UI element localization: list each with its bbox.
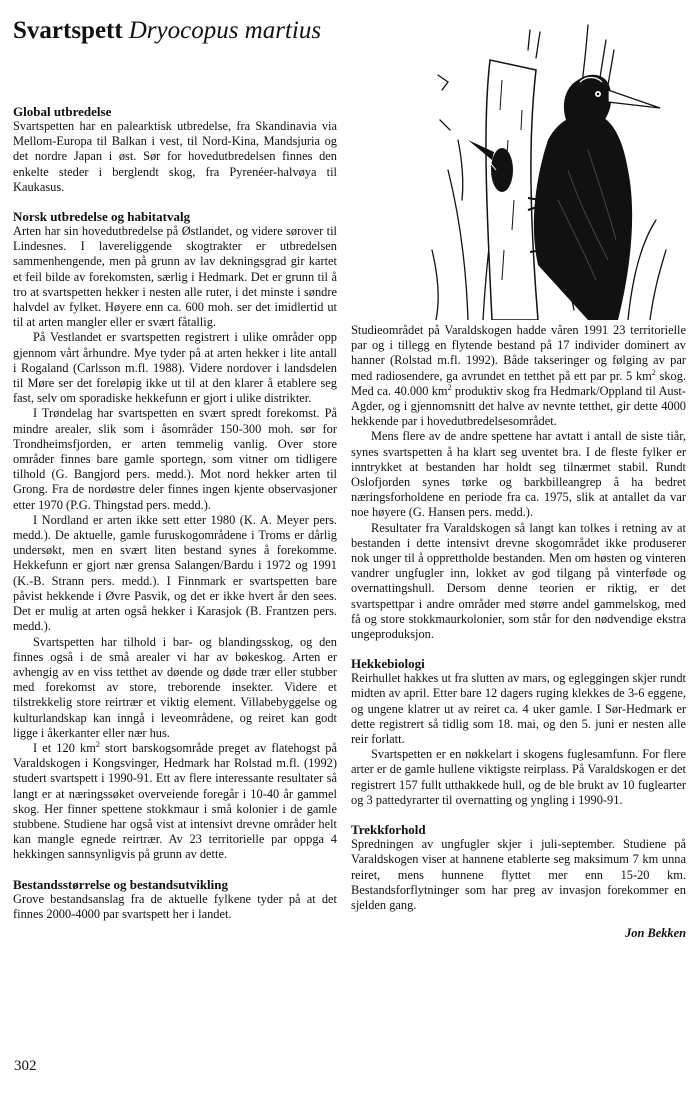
text-column-left bbox=[13, 104, 337, 922]
text-column-right bbox=[351, 323, 686, 941]
author-signature: Jon Bekken bbox=[625, 926, 686, 941]
paragraph-norsk-6: I et 120 $km^2$ stort barskogsområde preget av flatehogst på Varaldskogen i Kongsvinger, Hedmark har Rolstad m.fl. (1992) studert svartspett i 1990-91. Ett av flere interessante resultater så langt er at næringssøket overveiende foregår i 10-40 år gammel skog. Her finner spettene stokkmaur i små kolonier i de gamle stubbene. Studiene har også vist at intensivt drevne områder helt kan mangle egnede reirtrær. Av 23 territorielle par oppga 4 hekkingen sannsynligvis på grunn av dette. bbox=[13, 739, 337, 862]
heading-norsk-utbredelse: Norsk utbredelse og habitatvalg bbox=[13, 209, 191, 225]
paragraph-hekke-1: Reirhullet hakkes ut fra slutten av mars, og egleggingen skjer rundt midten av april. Etter bare 12 dagers ruging klekkes de 3-6 eggene, og ungene klatrer ut av reiret ca. 4 uker gamle. I Sør-Hedmark er dette registrert så tidlig som 18. mai, og den 5. juni er nesten alle reir forlatt. bbox=[351, 671, 686, 747]
paragraph-norsk-4: I Nordland er arten ikke sett etter 1980 (K. A. Meyer pers. medd.). De aktuelle, gamle furuskogområdene i Troms er dårlig undersøkt, men en svært liten bestand synes å forekomme. Hekkefunn er gjort nær grensa Salangen/Bardu i 1972 og 1991 (K.-B. Strann pers. medd.). I Finnmark er svartspetten bare påvist hekkende i Øvre Pasvik, og det er ikke hvert år den sees. Det er mulig at arten også hekker i Karasjok (B. Frantzen pers. medd.). bbox=[13, 512, 337, 634]
heading-hekkebiologi: Hekkebiologi bbox=[351, 656, 425, 672]
paragraph-bestand-1: Grove bestandsanslag fra de aktuelle fylkene tyder på at det finnes 2000-4000 par svartspett her i landet. bbox=[13, 891, 337, 921]
heading-bestand: Bestandsstørrelse og bestandsutvikling bbox=[13, 876, 229, 892]
heading-global-utbredelse: Global utbredelse bbox=[13, 104, 112, 119]
paragraph-norsk-2: På Vestlandet er svartspetten registrert i ulike områder opp gjennom vårt århundre. Mye tyder på at arten hekker i lite antall i Rogaland (Carlsson m.fl. 1988). Videre nordover i landsdelen til Møre ser det foreløpig ikke ut til at den klarer å etablere seg fast, selv om sporadiske hekkefunn er gjort i ulike distrikter. bbox=[13, 330, 337, 406]
page-title bbox=[13, 18, 321, 43]
species-latin-name: Dryocopus martius bbox=[128, 17, 322, 44]
black-woodpecker-illustration bbox=[428, 20, 668, 320]
heading-trekkforhold: Trekkforhold bbox=[351, 822, 426, 838]
paragraph-bestand-3: Mens flere av de andre spettene har avtatt i antall de siste tiår, synes svartspetten å ha klart seg uventet bra. I de fleste fylker er inntrykket at bestanden har holdt seg tilnærmet stabil. Rundt Oslofjorden synes tørke og barkbilleangrep å ha bedret næringsforholdene en periode fra ca. 1975, slik at antallet da var noe høyere (G. Hansen pers. medd.). bbox=[351, 429, 686, 520]
paragraph-norsk-3: I Trøndelag har svartspetten en svært spredt forekomst. På mindre arealer, slik som i åsområder 150-300 moh. sør for Trondheimsfjorden, er arten temmelig vanlig. Over store områder finnes bare gamle sportegn, som vitner om tidligere tilhold (G. Bangjord pers. medd.). Mot nord hekker arten til Grong. Fra de nordøstre deler finnes ingen kjente observasjoner etter 1970 (P.G. Thingstad pers. medd.). bbox=[13, 406, 337, 512]
species-common-name: Svartspett bbox=[13, 17, 123, 44]
paragraph-hekke-2: Svartspetten er en nøkkelart i skogens fuglesamfunn. For flere arter er de gamle hullene viktigste reirplass. På Varaldskogen er det registrert 157 fullt utthakkede hull, og de ble brukt av 10 fuglearter og 3 pattedyrarter til overnatting og yngling i 1990-91. bbox=[351, 747, 686, 807]
paragraph-bestand-4: Resultater fra Varaldskogen så langt kan tolkes i retning av at bestanden i dette intensivt drevne skogområdet ikke produserer nok unger til å opprettholde bestanden. Men om høsten og vinteren vandrer ungfugler inn, lokket av god tilgang på vinterføde og overnattingshull. Dersom denne teorien er riktig, er det svartspettpar i andre områder med større andel gammelskog, med få og store stokkmaurkolonier, som står for den nødvendige ekstra ungeproduksjon. bbox=[351, 520, 686, 642]
paragraph-global: Svartspetten har en palearktisk utbredelse, fra Skandinavia via Mellom-Europa til Balkan i vest, til Nord-Kina, Mandsjuria og det nordre Japan i øst. Sør for hovedutbredelsen finnes den enkelte steder i berglendt skog, fra Pyrenéer-halvøya til Kaukasus. bbox=[13, 119, 337, 194]
paragraph-norsk-5: Svartspetten har tilhold i bar- og blandingsskog, og den finnes også i de små arealer vi har av bøkeskog. Arten er avhengig av en viss tetthet av døende og døde trær eller stubber med forekomst av store, treborende insekter. Videre et tilstrekkelig store reirtrær et viktig element. Villabebyggelse og kulturlandskap kan inngå i leveområdene, og reiret kan godt ligge i åkerkanter eller nær hus. bbox=[13, 634, 337, 740]
page-number: 302 bbox=[14, 1058, 37, 1074]
paragraph-trekk-1: Spredningen av ungfugler skjer i juli-september. Studiene på Varaldskogen viser at hannene etablerte seg maksimum 7 km unna reiret, mens hunnene flyttet mer enn 15-20 km. Bestandsforflytninger som har preg av invasjon forekommer en sjelden gang. bbox=[351, 837, 686, 912]
paragraph-bestand-2: Studieområdet på Varaldskogen hadde våren 1991 23 territorielle par og i tillegg en flytende bestand på 17 individer dominert av hanner (Rolstad m.fl. 1992). Både takseringer og følging av par med radiosendere, ga avrundet en tetthet på ett par pr. 5 $km^2$ skog. Med ca. 40.000 $km^2$ produktiv skog fra Hedmark/Oppland til Aust-Agder, og i gjennomsnitt det halve av nevnte tetthet, gir dette 4000 hekkende par i hovedutbredelsesområdet. bbox=[351, 323, 687, 429]
paragraph-norsk-1: Arten har sin hovedutbredelse på Østlandet, og videre sørover til Lindesnes. I lavereliggende skogtrakter er utbredelsen sammenhengende, men på grunn av lav dekningsgrad gir kartet et feil bilde av forekomsten, særlig i Hedmark. Det er grunn til å tro at svartspetten hekker i nesten alle ruter, i det minste i søndre halvdel av fylket. Høyere enn ca. 600 moh. ser det imidlertid ut til at arten mangler eller er svært fåtallig. bbox=[13, 224, 337, 330]
